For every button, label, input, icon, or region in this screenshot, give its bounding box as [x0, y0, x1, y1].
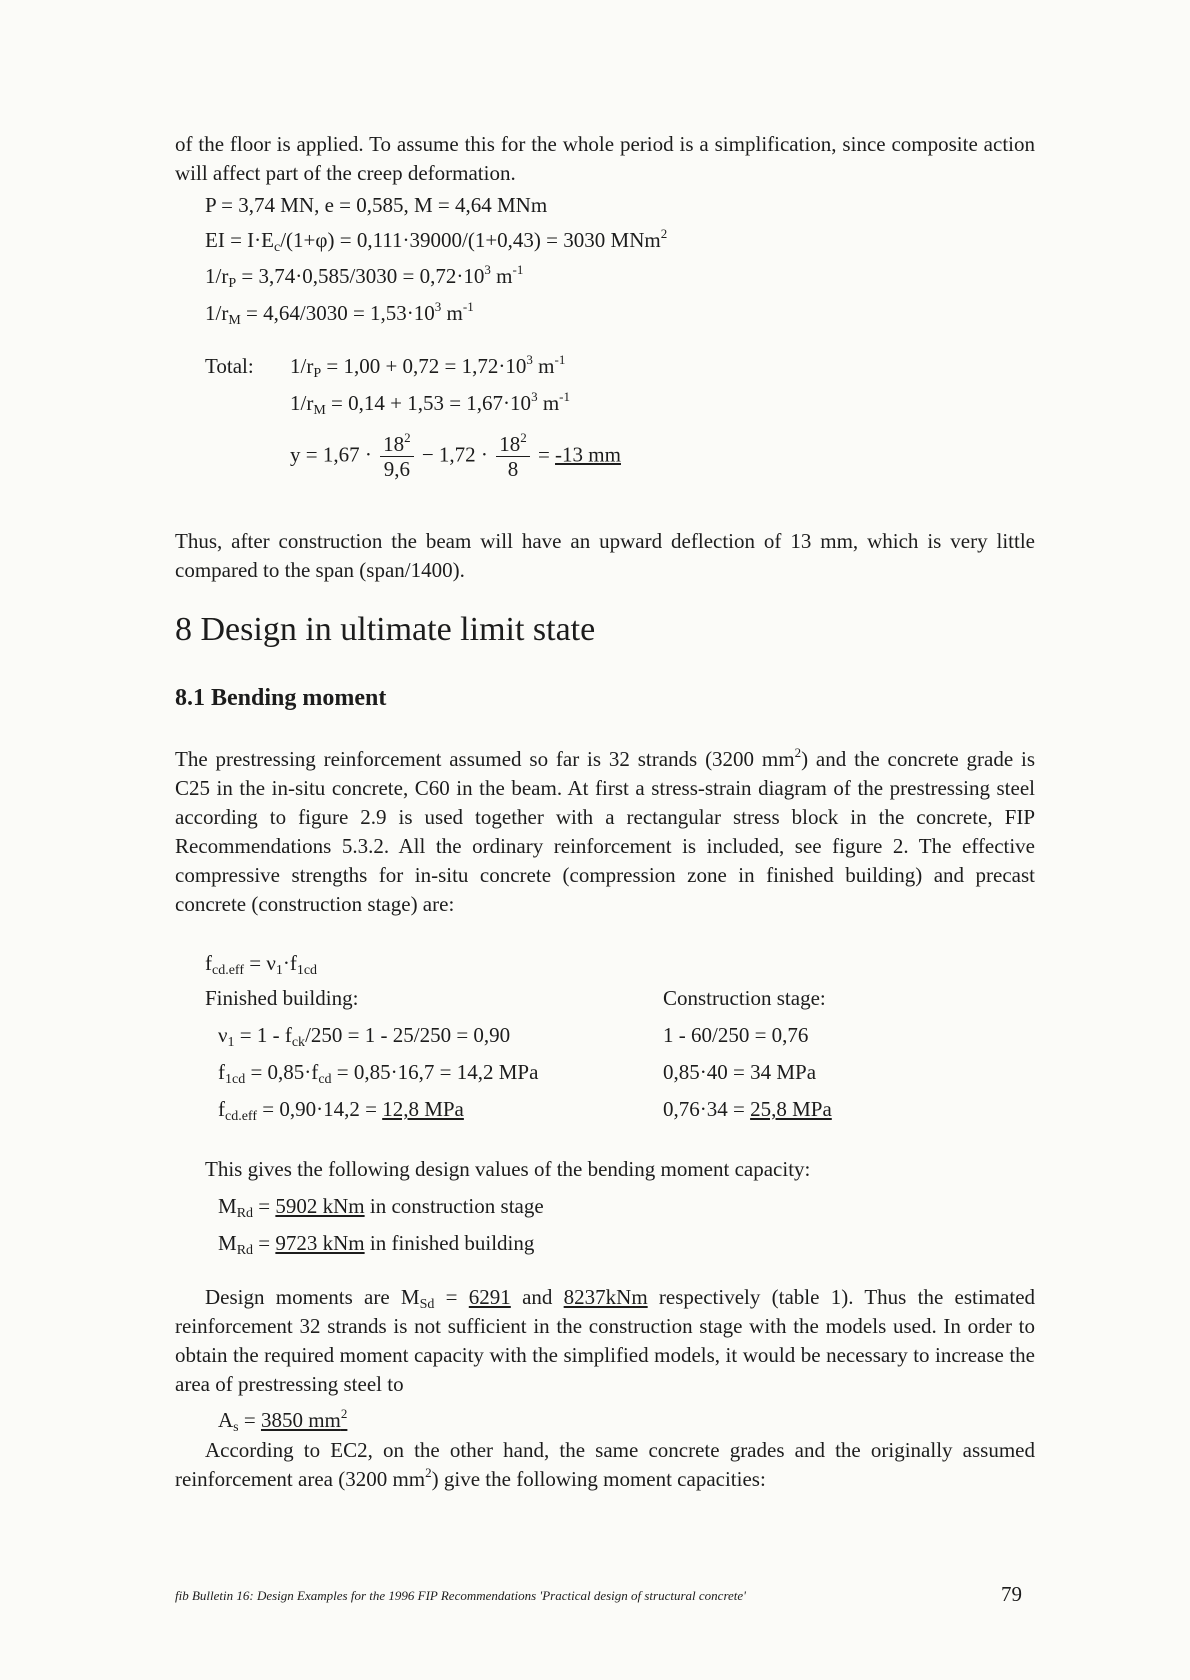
finished-row-1	[218, 1022, 510, 1048]
text: 18	[499, 432, 521, 456]
numerator	[496, 432, 530, 457]
sup: -1	[559, 389, 570, 404]
denominator: 8	[507, 457, 519, 481]
section-title: 8 Design in ultimate limit state	[175, 611, 596, 648]
text: M	[218, 1194, 237, 1218]
sup: 3	[484, 262, 491, 277]
text: m	[532, 354, 555, 378]
text: f	[205, 951, 212, 975]
construction-row-3	[663, 1096, 832, 1122]
text: ) and the concrete grade is C25 in the in-situ concrete, C60 in the beam. At first a stress-strain diagram of the prestressing steel according to figure 2.9 is used together with a rectangular stress block in the concrete, FIP Recommendations 5.3.2. All the ordinary reinforcement is included, see figure 2. The effective compressive strengths for in-situ concrete (compression zone in finished building) and precast concrete (construction stage) are:	[175, 747, 1035, 916]
text: /(1+φ) = 0,111·39000/(1+0,43) = 3030 MNm	[280, 228, 661, 252]
capacity-finished	[218, 1230, 534, 1256]
text: ν	[218, 1023, 228, 1047]
text: = 0,85·16,7 = 14,2 MPa	[331, 1060, 539, 1084]
text: = 0,14 + 1,53 = 1,67·10	[325, 391, 532, 415]
design-paragraph	[175, 1283, 1035, 1399]
sub: Rd	[236, 1243, 254, 1258]
sup: 3	[526, 352, 533, 367]
text: Design moments are M	[205, 1285, 420, 1309]
text: in construction stage	[364, 1194, 544, 1218]
sub: cd.eff	[225, 1109, 257, 1124]
finished-building-title: Finished building:	[205, 986, 359, 1010]
text: = ν	[244, 951, 276, 975]
subsection-title: 8.1 Bending moment	[175, 685, 387, 711]
calc-line-6	[290, 390, 570, 416]
calc-line-5	[290, 353, 565, 379]
text: 1/r	[290, 391, 314, 415]
denominator: 9,6	[383, 457, 410, 481]
calc-line-1: P = 3,74 MN, e = 0,585, M = 4,64 MNm	[205, 193, 548, 217]
text: m	[490, 264, 513, 288]
fcd-eff-formula	[205, 950, 317, 976]
text: m	[537, 391, 560, 415]
construction-stage-title: Construction stage:	[663, 986, 826, 1010]
footer-citation: fib Bulletin 16: Design Examples for the 1996 FIP Recommendations 'Practical design of structural concrete'	[175, 1588, 746, 1603]
sub: ck	[291, 1035, 306, 1050]
sub: 1cd	[225, 1072, 246, 1087]
sub: M	[313, 403, 326, 418]
text: m	[441, 301, 463, 325]
text: f	[218, 1097, 225, 1121]
text: =	[238, 1408, 261, 1432]
text: 1/r	[205, 264, 229, 288]
text: =	[434, 1285, 469, 1309]
sup: -1	[462, 299, 474, 314]
capacity-intro: This gives the following design values of the bending moment capacity:	[205, 1157, 811, 1181]
text: 0,76·34 =	[663, 1097, 751, 1121]
thus-paragraph: Thus, after construction the beam will have an upward deflection of 13 mm, which is very little compared to the span (span/1400).	[175, 529, 1035, 582]
text: EI = I·E	[205, 228, 274, 252]
result: -13 mm	[555, 442, 621, 467]
text: M	[218, 1231, 237, 1255]
text: in finished building	[364, 1231, 535, 1255]
sub: P	[228, 276, 237, 291]
sub: c	[273, 240, 281, 255]
text: = 0,90·14,2 =	[257, 1097, 383, 1121]
text: A	[218, 1408, 234, 1432]
area-formula	[218, 1407, 347, 1433]
sub: 1	[227, 1035, 235, 1050]
capacity-construction	[218, 1193, 544, 1219]
text: respectively (table 1). Thus the estimated reinforcement 32 strands is not sufficient in the construction stage with the models used. In order to obtain the required moment capacity with the simplified models, it would be necessary to increase the area of prestressing steel to	[175, 1285, 1036, 1396]
sup: 3	[531, 389, 538, 404]
text: 1/r	[205, 301, 229, 325]
result: 3850 mm	[260, 1408, 341, 1432]
deflection-formula	[290, 432, 621, 481]
fraction-2	[496, 432, 530, 481]
text: =	[537, 442, 550, 467]
text: = 0,85·f	[245, 1060, 319, 1084]
text: According to EC2, on the other hand, the same concrete grades and the originally assumed reinforcement area (3200 mm	[175, 1438, 1035, 1491]
sub: 1	[275, 963, 283, 978]
text: The prestressing reinforcement assumed so far is 32 strands (3200 mm	[175, 747, 795, 771]
sub: P	[313, 366, 322, 381]
sub: Sd	[419, 1297, 435, 1312]
sup: 3	[434, 299, 442, 314]
fraction-1	[380, 432, 414, 481]
sup: 2	[660, 226, 668, 241]
result: 8237kNm	[563, 1285, 648, 1309]
text: =	[253, 1231, 276, 1255]
text: 18	[383, 432, 405, 456]
sup: -1	[512, 262, 524, 277]
result: 9723 kNm	[275, 1231, 365, 1255]
text: = 1,00 + 0,72 = 1,72·10	[321, 354, 527, 378]
sup: 2	[794, 745, 802, 760]
numerator	[380, 432, 414, 457]
result: 12,8 MPa	[382, 1097, 464, 1121]
sup: 2	[404, 430, 411, 445]
text: f	[218, 1060, 225, 1084]
calc-line-2	[205, 227, 667, 253]
total-label: Total:	[205, 354, 254, 378]
text: ·f	[282, 951, 297, 975]
sup: 2	[340, 1406, 348, 1421]
sub: Rd	[236, 1206, 254, 1221]
text: = 1 - f	[234, 1023, 292, 1047]
sup: 2	[425, 1465, 432, 1480]
calc-line-4	[205, 300, 474, 326]
text: and	[510, 1285, 564, 1309]
sub: s	[233, 1420, 239, 1435]
text: ) give the following moment capacities:	[431, 1467, 766, 1491]
sub: 1cd	[296, 963, 318, 978]
sup: -1	[554, 352, 566, 367]
finished-row-2	[218, 1059, 538, 1085]
text: = 4,64/3030 = 1,53·10	[240, 301, 435, 325]
sup: 2	[520, 430, 527, 445]
result: 25,8 MPa	[750, 1097, 832, 1121]
result: 5902 kNm	[275, 1194, 365, 1218]
text: = 3,74·0,585/3030 = 0,72·10	[236, 264, 485, 288]
sub: M	[228, 313, 241, 328]
text: − 1,72 ·	[421, 442, 488, 467]
finished-row-3	[218, 1096, 464, 1122]
text: /250 = 1 - 25/250 = 0,90	[305, 1023, 511, 1047]
body-paragraph	[175, 745, 1035, 919]
sub: cd	[318, 1072, 332, 1087]
ec2-paragraph	[175, 1436, 1035, 1494]
text: 1/r	[290, 354, 314, 378]
result: 6291	[468, 1285, 511, 1309]
text: =	[253, 1194, 276, 1218]
intro-paragraph: of the floor is applied. To assume this for the whole period is a simplification, since composite action will affect part of the creep deformation.	[175, 132, 1035, 185]
page-number: 79	[1001, 1582, 1022, 1606]
calc-line-3	[205, 263, 523, 289]
text: y = 1,67 ·	[290, 442, 372, 467]
sub: cd.eff	[212, 963, 244, 978]
construction-row-1: 1 - 60/250 = 0,76	[663, 1023, 809, 1047]
construction-row-2: 0,85·40 = 34 MPa	[663, 1060, 817, 1084]
